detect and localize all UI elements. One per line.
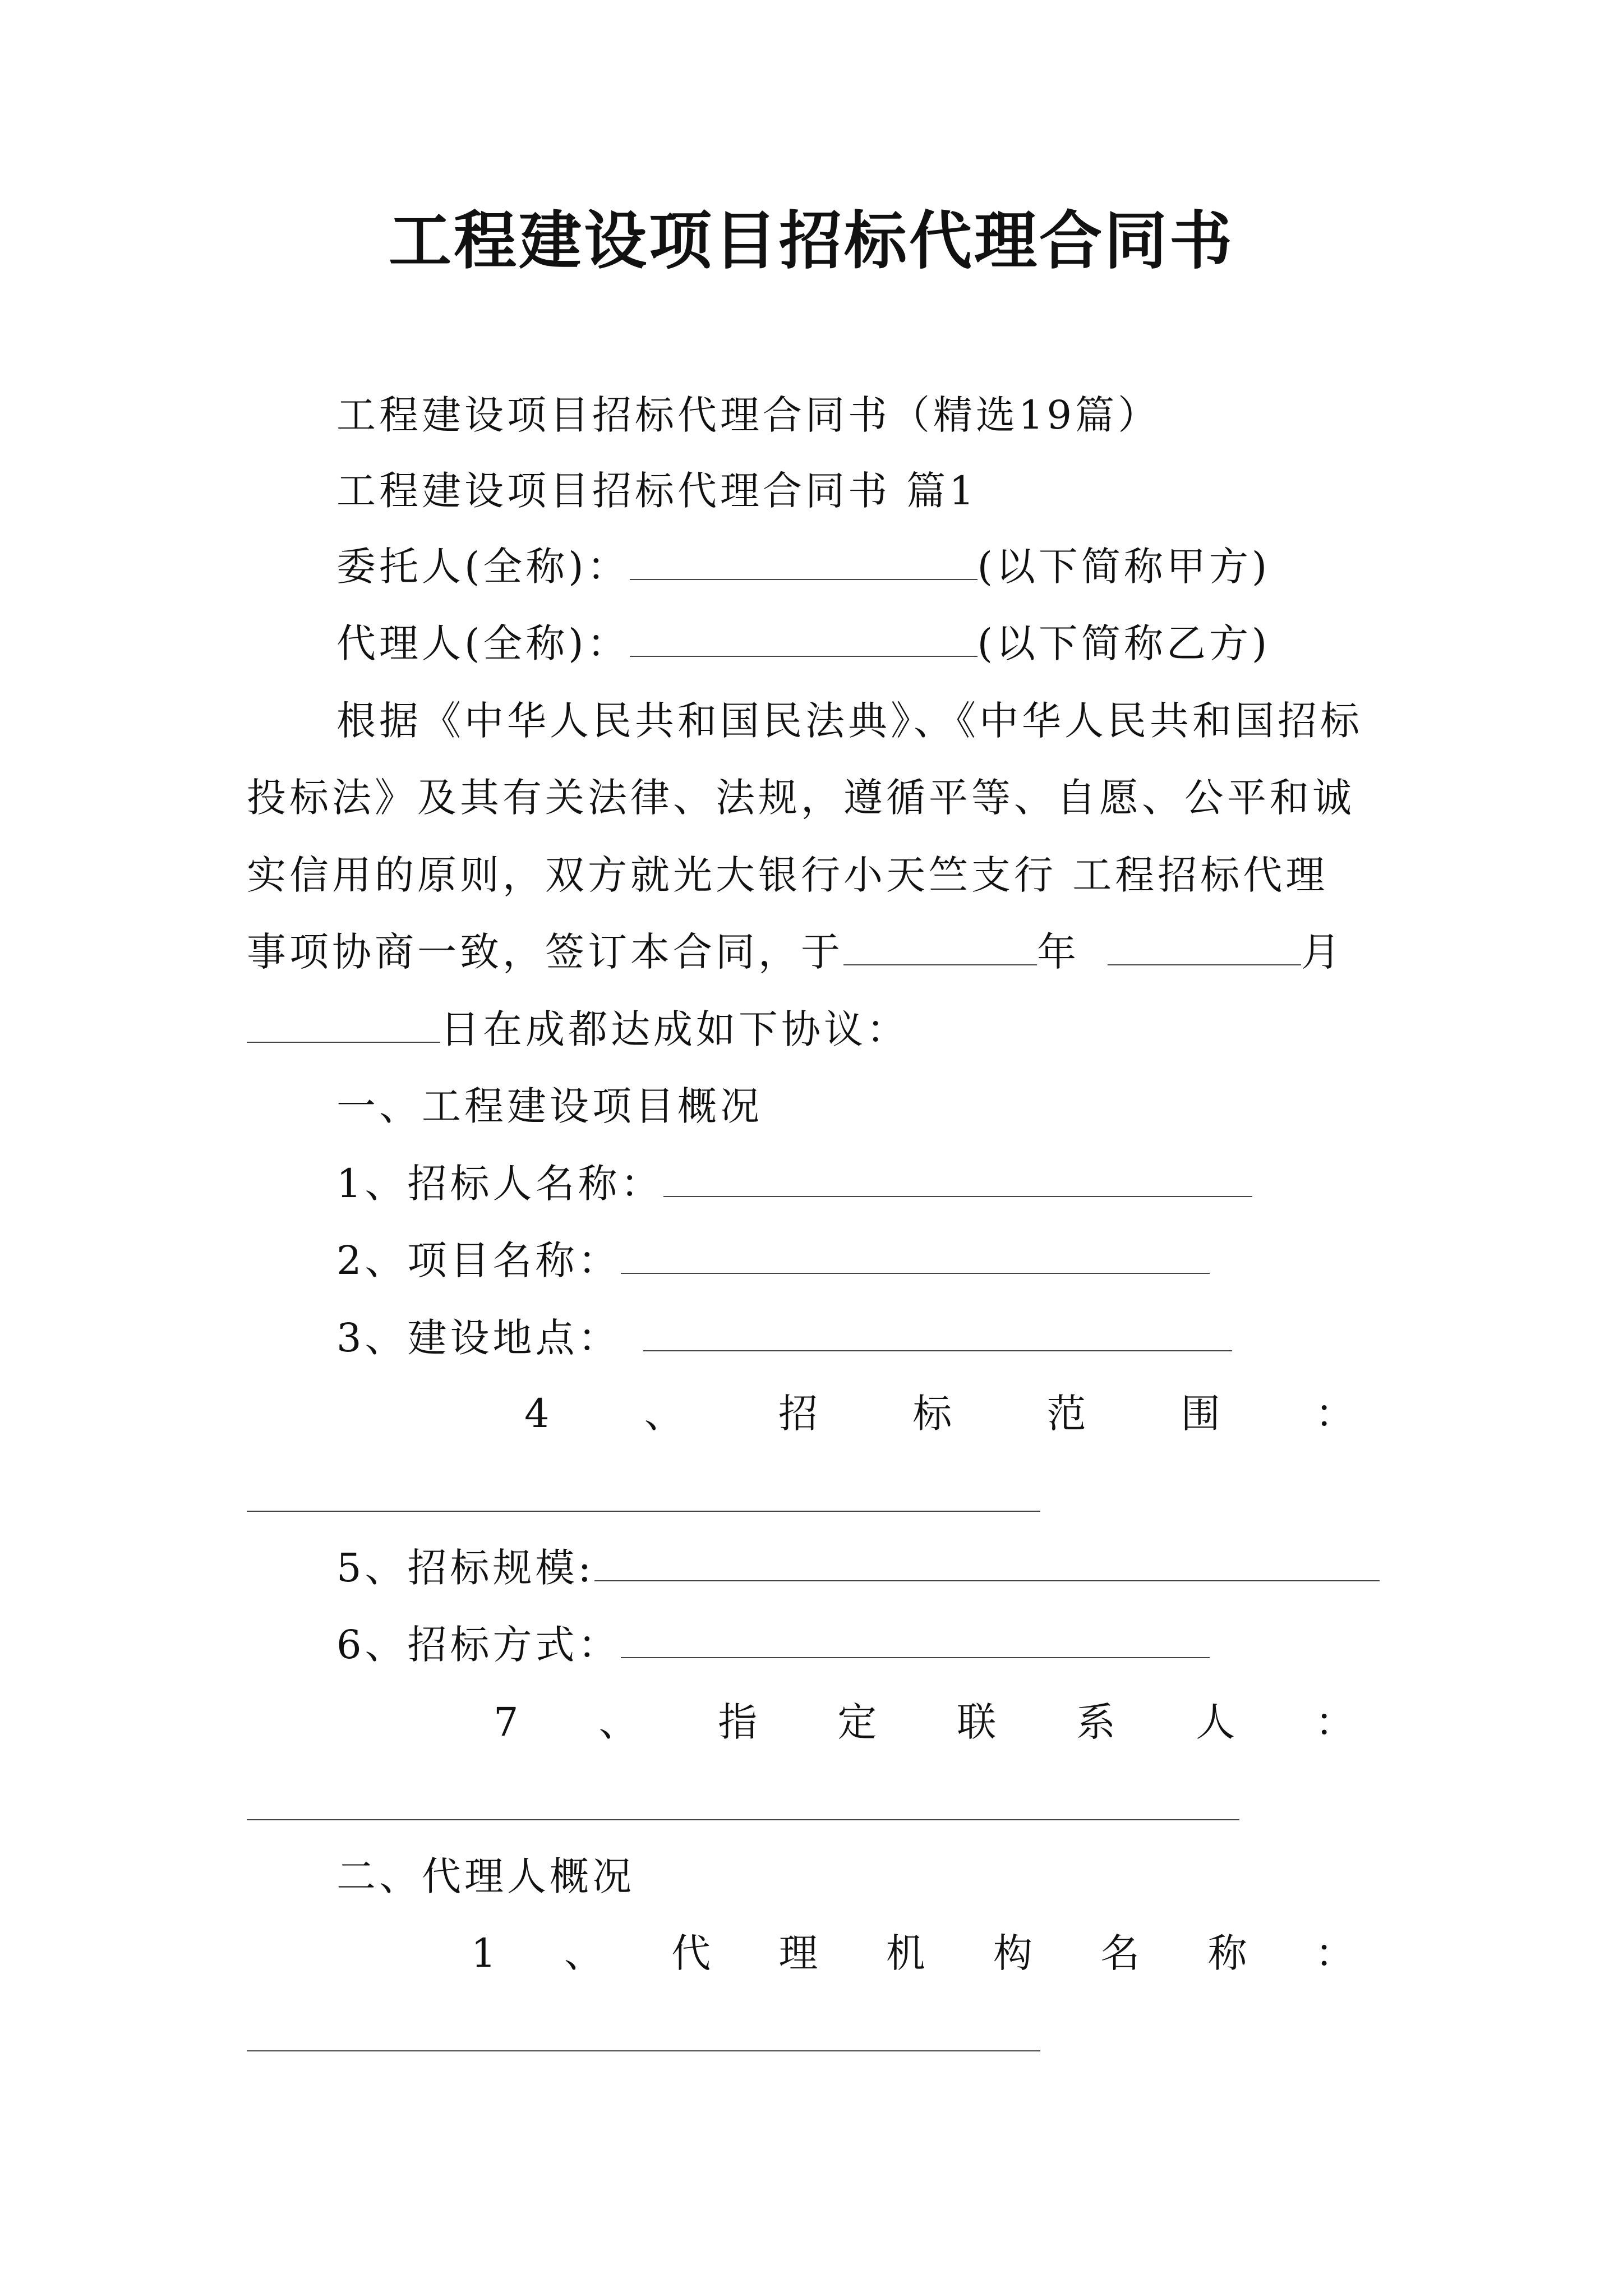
agency-name-blank[interactable] [247,2050,1040,2051]
item1-char: ： [1315,1930,1354,1976]
agent-label: 代理人(全称)： [336,620,630,666]
item7-char: 联 [957,1699,997,1745]
scale-label: 5、招标规模: [336,1545,595,1591]
item7-char: 、 [598,1699,638,1745]
part2-item1 [471,1925,1354,1981]
principal-label: 委托人(全称)： [336,544,630,590]
scale-blank[interactable] [594,1543,1380,1581]
part1-item2 [336,1232,1210,1289]
preamble-line-2: 投标法》及其有关法律、法规，遵循平等、自愿、公平和诚 [247,775,1355,821]
preamble-line-3: 实信用的原则，双方就光大银行小天竺支行 工程招标代理 [247,852,1329,898]
item7-char: 定 [837,1699,877,1745]
item4-char: 、 [644,1391,684,1437]
item1-char: 代 [671,1930,711,1976]
part1-item3 [336,1310,1232,1366]
preamble-line-5-text: 日在成都达成如下协议： [440,1006,909,1052]
item4-char: 4 [524,1391,550,1437]
part1-item6 [336,1617,1210,1673]
preamble-line-5 [247,1001,909,1057]
item7-char: 人 [1196,1699,1235,1745]
principal-suffix: (以下简称甲方) [977,544,1271,590]
item4-char: 招 [778,1391,818,1437]
item7-char: 指 [718,1699,758,1745]
preamble-line-4 [247,924,1344,980]
month-label: 月 [1301,929,1344,975]
document-title: 工程建设项目招标代理合同书 [389,204,1234,278]
part1-item7 [494,1694,1354,1750]
tenderer-name-label: 1、招标人名称： [336,1161,663,1207]
item7-char: 7 [494,1699,519,1745]
method-label: 6、招标方式： [336,1622,621,1668]
item4-char: ： [1315,1391,1354,1437]
preamble-line-1: 根据《中华人民共和国民法典》、《中华人民共和国招标 [336,698,1363,744]
part1-item4 [524,1386,1354,1442]
item1-char: 称 [1207,1930,1247,1976]
item1-char: 构 [993,1930,1033,1976]
section-heading: 工程建设项目招标代理合同书 篇1 [336,468,978,514]
item1-char: 机 [886,1930,925,1976]
agent-name-blank[interactable] [630,619,978,657]
method-blank[interactable] [621,1620,1210,1658]
project-name-label: 2、项目名称： [336,1237,621,1283]
contact-blank[interactable] [247,1819,1239,1820]
part1-item1 [336,1156,1252,1212]
principal-name-blank[interactable] [630,542,978,580]
site-blank[interactable] [643,1313,1232,1351]
site-label: 3、建设地点： [336,1315,621,1361]
item4-char: 范 [1046,1391,1086,1437]
item7-char: ： [1315,1699,1354,1745]
scope-blank[interactable] [247,1511,1040,1512]
month-blank[interactable] [1108,927,1301,965]
day-blank[interactable] [247,1005,440,1043]
part2-heading: 二、代理人概况 [336,1853,635,1899]
item4-char: 围 [1181,1391,1220,1437]
item1-char: 名 [1100,1930,1140,1976]
tenderer-name-blank[interactable] [663,1159,1252,1197]
agent-suffix: (以下简称乙方) [977,620,1271,666]
subtitle: 工程建设项目招标代理合同书（精选19篇） [336,392,1161,438]
agent-line [336,615,1270,671]
part1-heading: 一、工程建设项目概况 [336,1083,763,1129]
item1-char: 理 [778,1930,818,1976]
item7-char: 系 [1076,1699,1116,1745]
year-label: 年 [1037,929,1080,975]
item1-char: 、 [564,1930,603,1976]
year-blank[interactable] [843,927,1037,965]
item4-char: 标 [912,1391,952,1437]
principal-line [336,539,1270,595]
preamble-line-4-text: 事项协商一致，签订本合同，于 [247,929,843,975]
project-name-blank[interactable] [621,1236,1210,1274]
item1-char: 1 [471,1930,496,1976]
part1-item5 [336,1540,1380,1596]
